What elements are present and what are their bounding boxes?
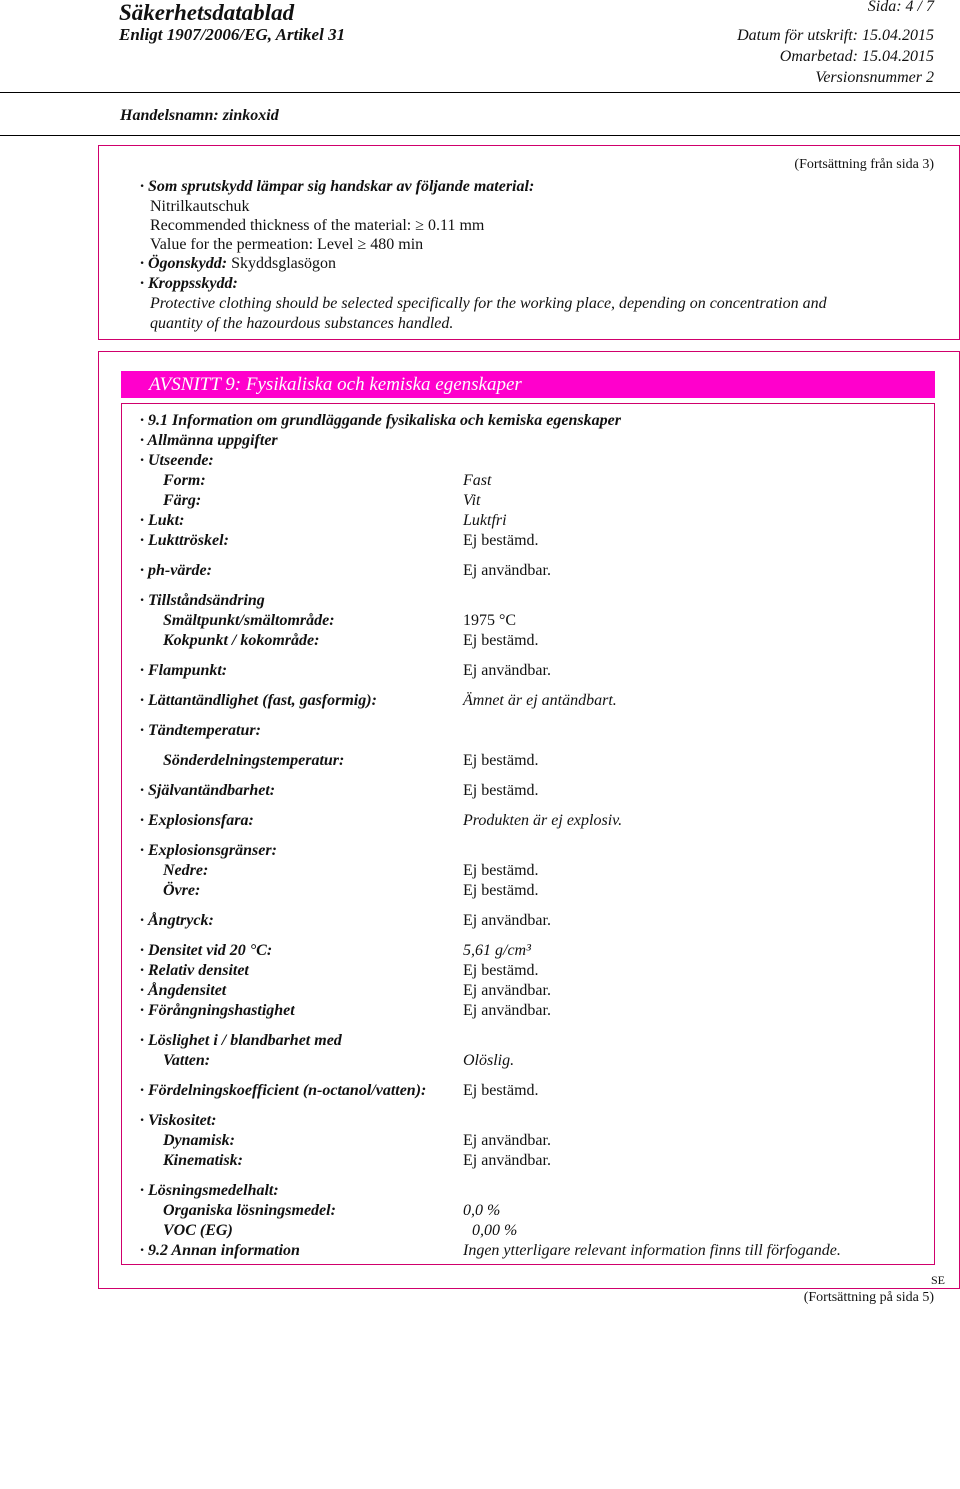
property-value: Ej användbar. (463, 912, 551, 929)
property-value: Ej användbar. (463, 1152, 551, 1169)
property-value: 0,00 % (472, 1222, 518, 1239)
property-label: Övre: (163, 882, 201, 899)
property-label: · Självantändbarhet: (140, 782, 276, 799)
property-value: Ej användbar. (463, 1132, 551, 1149)
property-value: 5,61 g/cm³ (463, 942, 531, 959)
property-label: Kinematisk: (163, 1152, 244, 1169)
section9-banner: AVSNITT 9: Fysikaliska och kemiska egenskaper (121, 371, 935, 398)
property-label: · 9.2 Annan information (140, 1242, 300, 1259)
property-label: Nedre: (163, 862, 209, 879)
property-label: · Lukttröskel: (140, 532, 229, 549)
print-date: Datum för utskrift: 15.04.2015 (737, 27, 934, 44)
property-label: Vatten: (163, 1052, 211, 1069)
gloves-thickness: Recommended thickness of the material: ≥ 0.11 mm (150, 217, 485, 234)
property-label: · Tändtemperatur: (140, 722, 261, 739)
header-rule-top (0, 92, 960, 93)
trade-name: Handelsnamn: zinkoxid (120, 107, 279, 124)
body-protection-text-1: Protective clothing should be selected specifically for the working place, depending on concentration and (150, 295, 827, 312)
property-label: · Explosionsgränser: (140, 842, 277, 859)
property-value: Ej användbar. (463, 662, 551, 679)
body-protection-text-2: quantity of the hazourdous substances handled. (150, 315, 454, 332)
property-label: Smältpunkt/smältområde: (163, 612, 335, 629)
property-value: Ej bestämd. (463, 962, 539, 979)
property-value: Ej användbar. (463, 982, 551, 999)
property-label: · Utseende: (140, 452, 214, 469)
property-label: · Fördelningskoefficient (n-octanol/vatten): (140, 1082, 427, 1099)
property-value: Produkten är ej explosiv. (463, 812, 623, 829)
property-value: Ej bestämd. (463, 882, 539, 899)
property-value: 0,0 % (463, 1202, 501, 1219)
property-value: Ej bestämd. (463, 1082, 539, 1099)
property-label: · 9.1 Information om grundläggande fysikaliska och kemiska egenskaper (140, 412, 621, 429)
property-value: Fast (463, 472, 492, 489)
property-value: Luktfri (463, 512, 507, 529)
property-label: Dynamisk: (163, 1132, 235, 1149)
property-value: Ämnet är ej antändbart. (463, 692, 617, 709)
property-label: · Flampunkt: (140, 662, 228, 679)
property-label: · Ångdensitet (140, 982, 227, 999)
property-label: · Lukt: (140, 512, 185, 529)
property-value: Ej bestämd. (463, 862, 539, 879)
property-label: Sönderdelningstemperatur: (163, 752, 345, 769)
property-label: · ph-värde: (140, 562, 212, 579)
eye-protection-value: Skyddsglasögon (231, 255, 337, 272)
property-label: · Allmänna uppgifter (140, 432, 278, 449)
property-label: Organiska lösningsmedel: (163, 1202, 336, 1219)
version-number: Versionsnummer 2 (815, 69, 934, 86)
property-label: · Lösningsmedelhalt: (140, 1182, 279, 1199)
property-value: Ej bestämd. (463, 632, 539, 649)
language-code: SE (931, 1273, 946, 1287)
property-value: Ej bestämd. (463, 782, 539, 799)
property-label: · Ångtryck: (140, 912, 214, 929)
property-label: · Densitet vid 20 °C: (140, 942, 273, 959)
document-title: Säkerhetsdatablad (119, 0, 295, 25)
property-label: Kokpunkt / kokområde: (163, 632, 320, 649)
property-label: · Förångningshastighet (140, 1002, 295, 1019)
gloves-material: Nitrilkautschuk (150, 198, 250, 215)
property-label: Form: (163, 472, 206, 489)
property-label: · Lättantändlighet (fast, gasformig): (140, 692, 377, 709)
property-value: Ingen ytterligare relevant information finns till förfogande. (463, 1242, 841, 1259)
property-label: Färg: (163, 492, 202, 509)
continued-from: (Fortsättning från sida 3) (794, 157, 934, 172)
gloves-label: · Som sprutskydd lämpar sig handskar av följande material: (140, 178, 535, 195)
body-protection-label: · Kroppsskydd: (140, 275, 238, 292)
header-rule-bottom (0, 135, 960, 136)
property-value: 1975 °C (463, 612, 517, 629)
page-number: Sida: 4 / 7 (867, 0, 934, 15)
document-subtitle: Enligt 1907/2006/EG, Artikel 31 (119, 25, 346, 44)
property-label: · Explosionsfara: (140, 812, 254, 829)
property-label: · Löslighet i / blandbarhet med (140, 1032, 342, 1049)
property-value: Ej bestämd. (463, 532, 539, 549)
property-label: · Tillståndsändring (140, 592, 265, 609)
property-label: · Viskositet: (140, 1112, 217, 1129)
continued-to: (Fortsättning på sida 5) (803, 1290, 934, 1305)
gloves-permeation: Value for the permeation: Level ≥ 480 min (150, 236, 424, 253)
property-value: Ej bestämd. (463, 752, 539, 769)
property-value: Vit (463, 492, 481, 509)
property-label: VOC (EG) (163, 1222, 233, 1239)
revised-date: Omarbetad: 15.04.2015 (779, 48, 934, 65)
property-value: Ej användbar. (463, 562, 551, 579)
property-value: Ej användbar. (463, 1002, 551, 1019)
property-value: Olöslig. (463, 1052, 515, 1069)
eye-protection-label: · Ögonskydd: (140, 255, 228, 272)
property-label: · Relativ densitet (140, 962, 249, 979)
